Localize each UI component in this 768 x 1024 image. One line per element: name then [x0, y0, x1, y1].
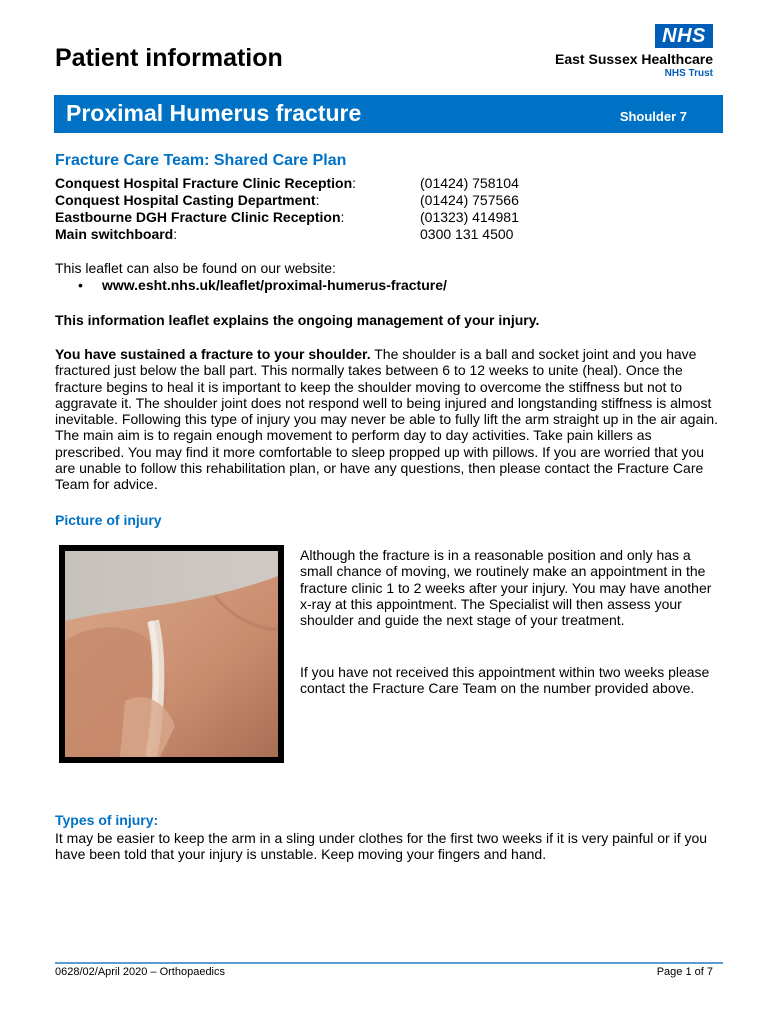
types-heading: Types of injury: — [55, 812, 159, 828]
bullet-icon: • — [78, 277, 83, 293]
care-plan-heading: Fracture Care Team: Shared Care Plan — [55, 152, 347, 169]
website-link[interactable]: www.esht.nhs.uk/leaflet/proximal-humerus-fracture/ — [102, 277, 447, 293]
leaflet-code: Shoulder 7 — [619, 109, 687, 124]
injury-lead: You have sustained a fracture to your shoulder. — [55, 346, 371, 362]
trust-subtitle: NHS Trust — [664, 68, 713, 79]
contact-number: (01424) 758104 — [420, 175, 519, 191]
contact-label: Eastbourne DGH Fracture Clinic Reception — [55, 209, 341, 225]
title-bar — [54, 95, 723, 133]
injury-paragraph — [55, 346, 720, 493]
footer-divider — [55, 962, 723, 964]
trust-name: East Sussex Healthcare — [555, 51, 713, 67]
no-appointment-text: If you have not received this appointment within two weeks please contact the Fracture Care Team on the number provided above. — [300, 664, 710, 697]
footer-reference: 0628/02/April 2020 – Orthopaedics — [55, 966, 226, 978]
contact-row — [55, 209, 655, 227]
contact-label: Conquest Hospital Fracture Clinic Reception — [55, 175, 353, 191]
website-intro: This leaflet can also be found on our website: — [55, 260, 336, 276]
contact-number: 0300 131 4500 — [420, 226, 514, 242]
contact-label: Main switchboard — [55, 226, 174, 242]
injury-body: The shoulder is a ball and socket joint and you have fractured just below the ball part. This normally takes between 6 to 12 weeks to unite (heal). Once the fracture begins to heal it is important to keep the shoulder moving to overcome the stiffness but not to aggravate it. The shoulder joint does not respond well to being injured and longstanding stiffness is almost inevitable. Following this type of injury you may never be able to fully lift the arm straight up in the air again. The main aim is to regain enough movement to perform day to day activities. Take pain killers as prescribed. You may find it more comfortable to sleep propped up with pillows. If you are worried that you are unable to follow this rehabilitation plan, or have any questions, then please contact the Fracture Care Team for advice. — [55, 346, 719, 493]
leaflet-title: Proximal Humerus fracture — [66, 100, 362, 126]
explains-statement: This information leaflet explains the ongoing management of your injury. — [55, 312, 540, 328]
appointment-text: Although the fracture is in a reasonable position and only has a small chance of moving, we routinely make an appointment in the fracture clinic 1 to 2 weeks after your injury. You may have another x-ray at this appointment. The Specialist will then assess your shoulder and guide the next stage of your treatment. — [300, 547, 712, 629]
contact-number: (01323) 414981 — [420, 209, 519, 225]
picture-heading: Picture of injury — [55, 512, 162, 528]
page-title: Patient information — [55, 44, 283, 72]
contact-colon: : — [352, 175, 357, 191]
injury-photo — [59, 545, 284, 763]
shoulder-illustration — [65, 551, 278, 757]
contact-colon: : — [173, 226, 178, 242]
contact-number: (01424) 757566 — [420, 192, 519, 208]
contact-row — [55, 226, 655, 244]
contact-row — [55, 192, 655, 210]
contact-label: Conquest Hospital Casting Department — [55, 192, 316, 208]
contact-row — [55, 175, 655, 193]
page-number: Page 1 of 7 — [656, 966, 713, 978]
contact-colon: : — [340, 209, 345, 225]
nhs-logo: NHS — [655, 24, 713, 48]
contact-colon: : — [315, 192, 320, 208]
types-text: It may be easier to keep the arm in a sling under clothes for the first two weeks if it is very painful or if you have been told that your injury is unstable. Keep moving your fingers and hand. — [55, 830, 708, 863]
